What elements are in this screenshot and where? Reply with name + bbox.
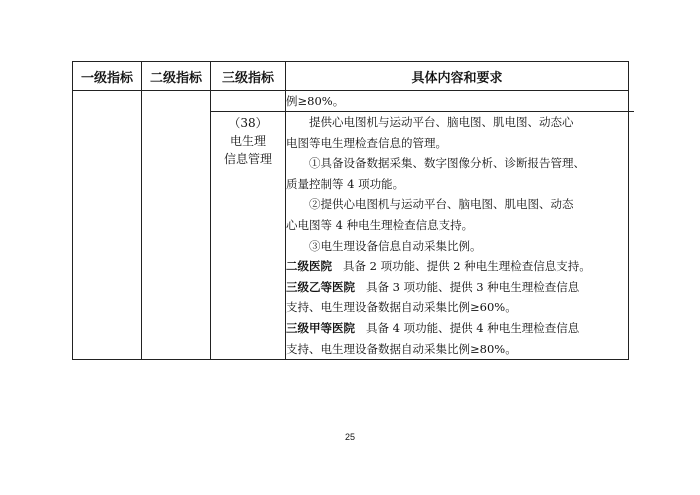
level3b-label: 三级乙等医院 (286, 279, 355, 294)
level3-continuation-blank (211, 91, 285, 111)
indicator-name-line2: 信息管理 (223, 152, 272, 166)
item3: ③电生理设备信息自动采集比例。 (309, 238, 482, 253)
indicator-number: （38） (228, 116, 268, 130)
header-level3: 三级指标 (211, 62, 286, 91)
table-row (73, 91, 629, 360)
level2-text: 具备 2 项功能、提供 2 种电生理检查信息支持。 (342, 259, 591, 274)
header-content: 具体内容和要求 (286, 62, 629, 91)
table-header-row (73, 62, 629, 91)
intro-line1: 提供心电图机与运动平台、脑电图、肌电图、动态心 (309, 115, 574, 129)
header-level1: 一级指标 (73, 62, 142, 91)
level3b-text: 具备 3 项功能、提供 3 种电生理检查信息 (365, 279, 580, 294)
level2-requirement (286, 256, 628, 277)
header-level2: 二级指标 (142, 62, 211, 91)
indicator-block (210, 111, 286, 168)
level3b-line2: 支持、电生理设备数据自动采集比例≥60%。 (286, 300, 517, 315)
level2-cell (142, 91, 211, 360)
level1-cell (73, 91, 142, 360)
level3a-requirement (286, 318, 628, 339)
indicator-name-line1: 电生理 (229, 134, 266, 148)
level2-label: 二级医院 (286, 259, 332, 274)
item1-line2: 质量控制等 4 项功能。 (286, 176, 405, 191)
item1-line1: ①具备设备数据采集、数字图像分析、诊断报告管理、 (309, 156, 585, 171)
level3b-requirement (286, 277, 628, 298)
content-cell (286, 91, 629, 360)
spec-table (72, 61, 629, 360)
level3a-line2: 支持、电生理设备数据自动采集比例≥80%。 (286, 341, 517, 356)
level3a-label: 三级甲等医院 (286, 320, 355, 335)
intro-line2: 电图等电生理检查信息的管理。 (286, 135, 447, 150)
level3-cell (211, 91, 286, 360)
item2-line1: ②提供心电图机与运动平台、脑电图、肌电图、动态 (309, 197, 574, 212)
page-number: 25 (344, 432, 355, 442)
continuation-text: 例≥80%。 (286, 94, 345, 108)
item2-line2: 心电图等 4 种电生理检查信息支持。 (286, 217, 474, 232)
level3a-text: 具备 4 项功能、提供 4 种电生理检查信息 (365, 320, 580, 335)
